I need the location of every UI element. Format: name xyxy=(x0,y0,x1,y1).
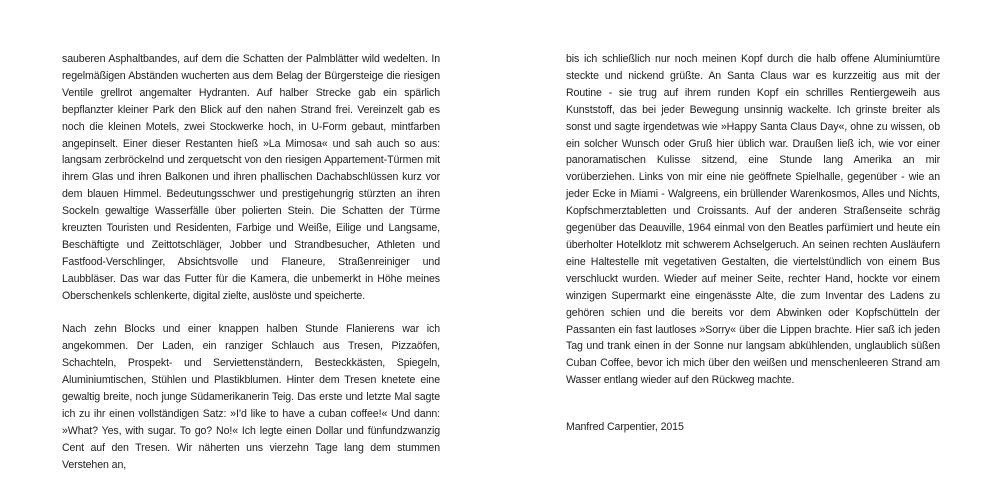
left-paragraph-1: sauberen Asphaltbandes, auf dem die Schatten der Palmblätter wild wedelten. In regelmäßigen Abständen wucherten aus dem Belag der Bürgersteige die riesigen Ventile grellrot angemalter Hydranten. Auf halber Strecke gab ein spärlich bepflanzter kleiner Park den Blick auf den nahen Strand frei. Vereinzelt gab es noch die kleinen Motels, zwei Stockwerke hoch, in U-Form gebaut, mintfarben angepinselt. Einer dieser Restanten hieß »La Mimosa« und sah auch so aus: langsam zerbröckelnd und zerquetscht von den riesigen Appartement-Türmen mit ihrem Glas und ihren Balkonen und ihren phallischen Dachabschlüssen kurz vor dem blauen Himmel. Bedeutungsschwer und prestigehungrig stürzten an ihren Sockeln gewaltige Wasserfälle über polierten Stein. Die Schatten der Türme kreuzten Touristen und Residenten, Farbige und Weiße, Eilige und Langsame, Beschäftigte und Zeittotschläger, Jobber und Strandbesucher, Athleten und Fastfood-Verschlinger, Absichtsvolle und Flaneure, Straßenreiniger und Laubbläser. Das war das Futter für die Kamera, die unbemerkt in Höhe meines Oberschenkels schlenkerte, digital zielte, auslöste und speicherte. xyxy=(62,53,440,302)
right-page-text xyxy=(566,51,940,436)
author-signature: Manfred Carpentier, 2015 xyxy=(566,421,684,434)
left-paragraph-2: Nach zehn Blocks und einer knappen halben Stunde Flanierens war ich angekommen. Der Laden, ein ranziger Schlauch aus Tresen, Pizzaöfen, Schachteln, Prospekt- und Serviettenständern, Besteckkästen, Spiegeln, Aluminiumtischen, Stühlen und Plastikblumen. Hinter dem Tresen knetete eine gewaltig breite, noch junge Südamerikanerin Teig. Das erste und letzte Mal sagte ich zu ihr einen vollständigen Satz: »I’d like to have a cuban coffee!« Und dann: »What? Yes, with sugar. To go? No!« Ich legte einen Dollar und fünfundzwanzig Cent auf den Tresen. Wir näherten uns vierzehn Tage lang dem stummen Verstehen an, xyxy=(62,323,440,471)
left-page-text xyxy=(62,51,440,474)
right-paragraph-1: bis ich schließlich nur noch meinen Kopf durch die halb offene Aluminiumtüre steckte und nickend grüßte. An Santa Claus war es kurzzeitig aus mit der Routine - sie trug auf ihrem runden Kopf ein schrilles Rentiergeweih aus Kunststoff, das bei jeder Bewegung unsinnig wackelte. Ich grinste breiter als sonst und sagte irgendetwas wie »Happy Santa Claus Day«, ohne zu wissen, ob ein solcher Wunsch oder Gruß hier üblich war. Draußen ließ ich, wie vor einer panoramatischen Kulisse sitzend, eine Stunde lang Amerika an mir vorüberziehen. Links von mir eine nie geöffnete Spielhalle, gegenüber - wie an jeder Ecke in Miami - Walgreens, ein brüllender Warenkosmos, Alles und Nichts, Kopfschmerztabletten und Croissants. Auf der anderen Straßenseite schräg gegenüber das Deauville, 1964 einmal von den Beatles parfümiert und heute ein überholter Hotelklotz mit schwerem Achselgeruch. An seinen rechten Ausläufern eine Haltestelle mit vegetativen Gestalten, die viertelstündlich von einem Bus verschluckt wurden. Wieder auf meiner Seite, rechter Hand, hockte vor einem winzigen Supermarkt eine eingenässte Alte, die zum Inventar des Ladens zu gehören schien und die bereits vor dem Abwinken oder Kopfschütteln der Passanten ein fast lautloses »Sorry« über die Lippen brachte. Hier saß ich jeden Tag und trank einen in der Sonne nur langsam abkühlenden, unglaublich süßen Cuban Coffee, bevor ich mich über den weißen und menschenleeren Strand am Wasser entlang wieder auf den Rückweg machte. xyxy=(566,53,940,387)
